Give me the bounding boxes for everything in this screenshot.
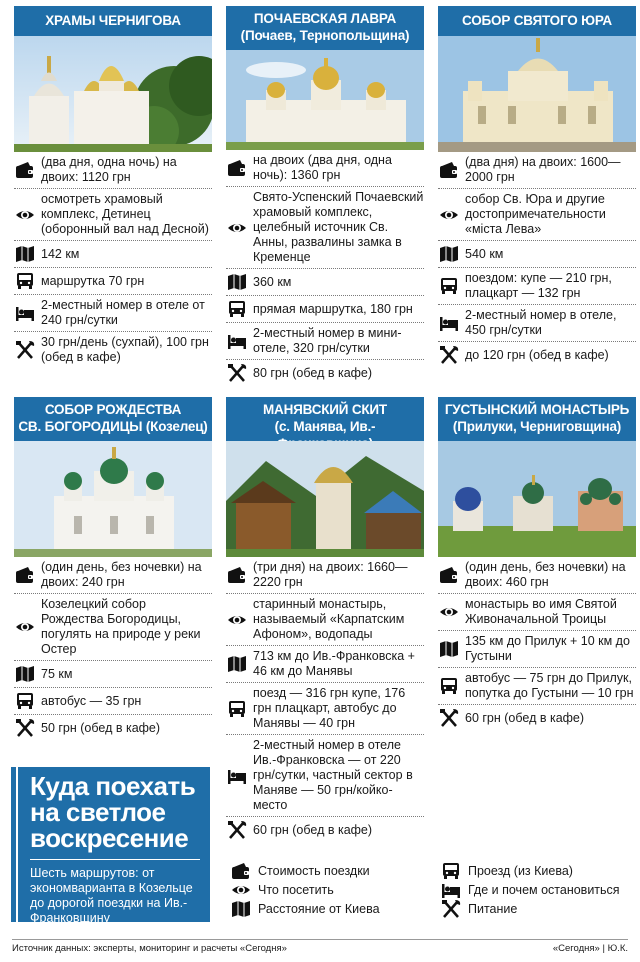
bed-icon xyxy=(440,880,462,900)
info-row xyxy=(14,661,212,688)
map-icon xyxy=(14,664,36,684)
info-text: маршрутка 70 грн xyxy=(41,273,145,288)
info-row xyxy=(226,817,424,843)
route-card-kozelets xyxy=(14,397,212,741)
route-card-pochaev xyxy=(226,6,424,386)
info-text: 60 грн (обед в кафе) xyxy=(465,710,585,725)
credit: «Сегодня» | Ю.К. xyxy=(552,943,628,954)
card-rows xyxy=(226,150,424,386)
info-text: Свято-Успенский Почаевский храмовый комплекс, целебный источник Св. Анны, развалины замка в Кременце xyxy=(253,190,424,264)
info-row xyxy=(226,150,424,187)
route-card-manyava xyxy=(226,397,424,843)
legend-label: Расстояние от Киева xyxy=(258,902,380,916)
manyava-skete-photo xyxy=(226,441,424,557)
card-title: ХРАМЫ ЧЕРНИГОВА xyxy=(14,6,212,36)
info-row xyxy=(226,646,424,683)
wallet-icon xyxy=(438,565,460,585)
legend-right xyxy=(440,862,620,919)
map-icon xyxy=(14,244,36,264)
info-text: 75 км xyxy=(41,666,73,681)
card-rows xyxy=(14,152,212,368)
source-note: Источник данных: эксперты, мониторинг и расчеты «Сегодня» xyxy=(12,943,287,954)
card-rows xyxy=(438,557,636,731)
info-row xyxy=(226,735,424,817)
info-text: поездом: купе — 210 грн, плацкарт — 132 грн xyxy=(465,271,612,300)
bed-icon xyxy=(226,331,248,351)
info-row xyxy=(14,557,212,594)
eye-icon xyxy=(226,218,248,238)
info-row xyxy=(14,715,212,741)
footer xyxy=(12,939,628,954)
info-row xyxy=(438,241,636,268)
info-row xyxy=(226,557,424,594)
legend-item xyxy=(440,900,620,918)
info-text: (один день, без ночевки) на двоих: 460 грн xyxy=(465,560,626,589)
fork-knife-icon xyxy=(440,899,462,919)
info-text: собор Св. Юра и другие достопримечательности «міста Лева» xyxy=(465,192,606,236)
eye-icon xyxy=(438,205,460,225)
pochaev-lavra-photo xyxy=(226,50,424,150)
info-row xyxy=(226,360,424,386)
info-row xyxy=(226,296,424,323)
legend-item xyxy=(230,881,380,899)
info-text: 540 км xyxy=(465,246,504,261)
legend-left xyxy=(230,862,380,919)
info-row xyxy=(438,342,636,368)
fork-knife-icon xyxy=(14,718,36,738)
info-text: прямая маршрутка, 180 грн xyxy=(253,301,413,316)
info-row xyxy=(438,594,636,631)
info-text: автобус — 35 грн xyxy=(41,693,142,708)
info-row xyxy=(14,241,212,268)
info-text: 2-местный номер в отеле Ив.-Франковска — от 220 грн/сутки, частный сектор в Маняве — 50 грн/койко-место xyxy=(253,738,413,812)
fork-knife-icon xyxy=(226,820,248,840)
map-icon xyxy=(438,639,460,659)
bus-icon xyxy=(226,299,248,319)
info-row xyxy=(14,152,212,189)
info-text: монастырь во имя Святой Живоначальной Троицы xyxy=(465,597,617,626)
legend-item xyxy=(440,881,620,899)
info-text: 713 км до Ив.-Франковска + 46 км до Манявы xyxy=(253,649,415,678)
eye-icon xyxy=(14,617,36,637)
kozelets-cathedral-photo xyxy=(14,441,212,557)
wallet-icon xyxy=(14,160,36,180)
info-text: осмотреть храмовый комплекс, Детинец (оборонный вал над Десной) xyxy=(41,192,209,236)
info-text: автобус — 75 грн до Прилук, попутка до Густыни — 10 грн xyxy=(465,671,634,700)
fork-knife-icon xyxy=(438,708,460,728)
info-text: старинный монастырь, называемый «Карпатским Афоном», водопады xyxy=(253,597,405,641)
info-text: 2-местный номер в отеле, 450 грн/сутки xyxy=(465,308,617,337)
st-george-cathedral-photo xyxy=(438,36,636,152)
bed-icon xyxy=(438,313,460,333)
info-row xyxy=(14,295,212,332)
bus-icon xyxy=(14,271,36,291)
wallet-icon xyxy=(438,160,460,180)
card-title: МАНЯВСКИЙ СКИТ (с. Манява, Ив.- xyxy=(226,397,424,441)
info-row xyxy=(438,557,636,594)
route-card-lviv xyxy=(438,6,636,368)
card-title: СОБОР РОЖДЕСТВА СВ. БОГОРОДИЦЫ (Козелец) xyxy=(14,397,212,441)
card-rows xyxy=(14,557,212,741)
legend-label: Питание xyxy=(468,902,518,916)
bus-icon xyxy=(438,676,460,696)
chernigov-church-photo xyxy=(14,36,212,152)
info-row xyxy=(438,631,636,668)
eye-icon xyxy=(226,610,248,630)
info-text: 30 грн/день (сухпай), 100 грн (обед в кафе) xyxy=(41,335,209,364)
route-card-chernigov xyxy=(14,6,212,368)
card-title: ПОЧАЕВСКАЯ ЛАВРА (Почаев, Тернопольщина) xyxy=(226,6,424,50)
info-row xyxy=(14,332,212,368)
eye-icon xyxy=(230,880,252,900)
info-text: 80 грн (обед в кафе) xyxy=(253,365,373,380)
card-title: ГУСТЫНСКИЙ МОНАСТЫРЬ (Прилуки, Черниговщина) xyxy=(438,397,636,441)
info-text: 360 км xyxy=(253,274,292,289)
card-title: СОБОР СВЯТОГО ЮРА xyxy=(438,6,636,36)
info-row xyxy=(226,323,424,360)
info-row xyxy=(438,705,636,731)
bus-icon xyxy=(226,699,248,719)
bus-icon xyxy=(438,276,460,296)
gustynia-monastery-photo xyxy=(438,441,636,557)
map-icon xyxy=(230,899,252,919)
info-row xyxy=(226,187,424,269)
info-row xyxy=(14,594,212,661)
bed-icon xyxy=(226,766,248,786)
info-text: (два дня) на двоих: 1600—2000 грн xyxy=(465,155,621,184)
info-text: на двоих (два дня, одна ночь): 1360 грн xyxy=(253,153,392,182)
info-text: поезд — 316 грн купе, 176 грн плацкарт, автобус до Манявы — 40 грн xyxy=(253,686,406,730)
info-row xyxy=(438,305,636,342)
legend-item xyxy=(440,862,620,880)
wallet-icon xyxy=(230,861,252,881)
bus-icon xyxy=(440,861,462,881)
legend-label: Что посетить xyxy=(258,883,334,897)
bus-icon xyxy=(14,691,36,711)
info-text: 142 км xyxy=(41,246,80,261)
eye-icon xyxy=(14,205,36,225)
wallet-icon xyxy=(226,565,248,585)
wallet-icon xyxy=(226,158,248,178)
eye-icon xyxy=(438,602,460,622)
info-text: 2-местный номер в мини-отеле, 320 грн/сутки xyxy=(253,326,402,355)
info-row xyxy=(438,268,636,305)
info-text: (два дня, одна ночь) на двоих: 1120 грн xyxy=(41,155,177,184)
info-text: 50 грн (обед в кафе) xyxy=(41,720,161,735)
card-rows xyxy=(226,557,424,843)
bed-icon xyxy=(14,303,36,323)
info-row xyxy=(226,269,424,296)
promo-subtitle: Шесть маршрутов: от экономварианта в Козельце до дорогой поездки на Ив.-Франковщину xyxy=(30,859,200,926)
fork-knife-icon xyxy=(226,363,248,383)
info-text: (три дня) на двоих: 1660—2220 грн xyxy=(253,560,408,589)
promo-accent-bar xyxy=(11,767,16,922)
fork-knife-icon xyxy=(438,345,460,365)
map-icon xyxy=(438,244,460,264)
info-row xyxy=(14,688,212,715)
info-text: 60 грн (обед в кафе) xyxy=(253,822,373,837)
route-card-gustynia xyxy=(438,397,636,731)
fork-knife-icon xyxy=(14,340,36,360)
legend-label: Стоимость поездки xyxy=(258,864,370,878)
map-icon xyxy=(226,654,248,674)
info-row xyxy=(438,152,636,189)
legend-label: Проезд (из Киева) xyxy=(468,864,573,878)
wallet-icon xyxy=(14,565,36,585)
legend-item xyxy=(230,900,380,918)
info-row xyxy=(14,189,212,241)
info-row xyxy=(438,189,636,241)
promo-box xyxy=(18,767,210,925)
info-text: Козелецкий собор Рождества Богородицы, погулять на природе у реки Остер xyxy=(41,597,201,656)
card-rows xyxy=(438,152,636,368)
map-icon xyxy=(226,272,248,292)
info-text: 135 км до Прилук + 10 км до Густыни xyxy=(465,634,630,663)
info-row xyxy=(14,268,212,295)
legend-item xyxy=(230,862,380,880)
info-text: (один день, без ночевки) на двоих: 240 грн xyxy=(41,560,202,589)
promo-title: Куда поехать на светлое воскресение xyxy=(30,771,196,853)
legend-label: Где и почем остановиться xyxy=(468,883,620,897)
info-row xyxy=(226,594,424,646)
info-text: до 120 грн (обед в кафе) xyxy=(465,347,609,362)
info-row xyxy=(226,683,424,735)
info-text: 2-местный номер в отеле от 240 грн/сутки xyxy=(41,298,205,327)
info-row xyxy=(438,668,636,705)
